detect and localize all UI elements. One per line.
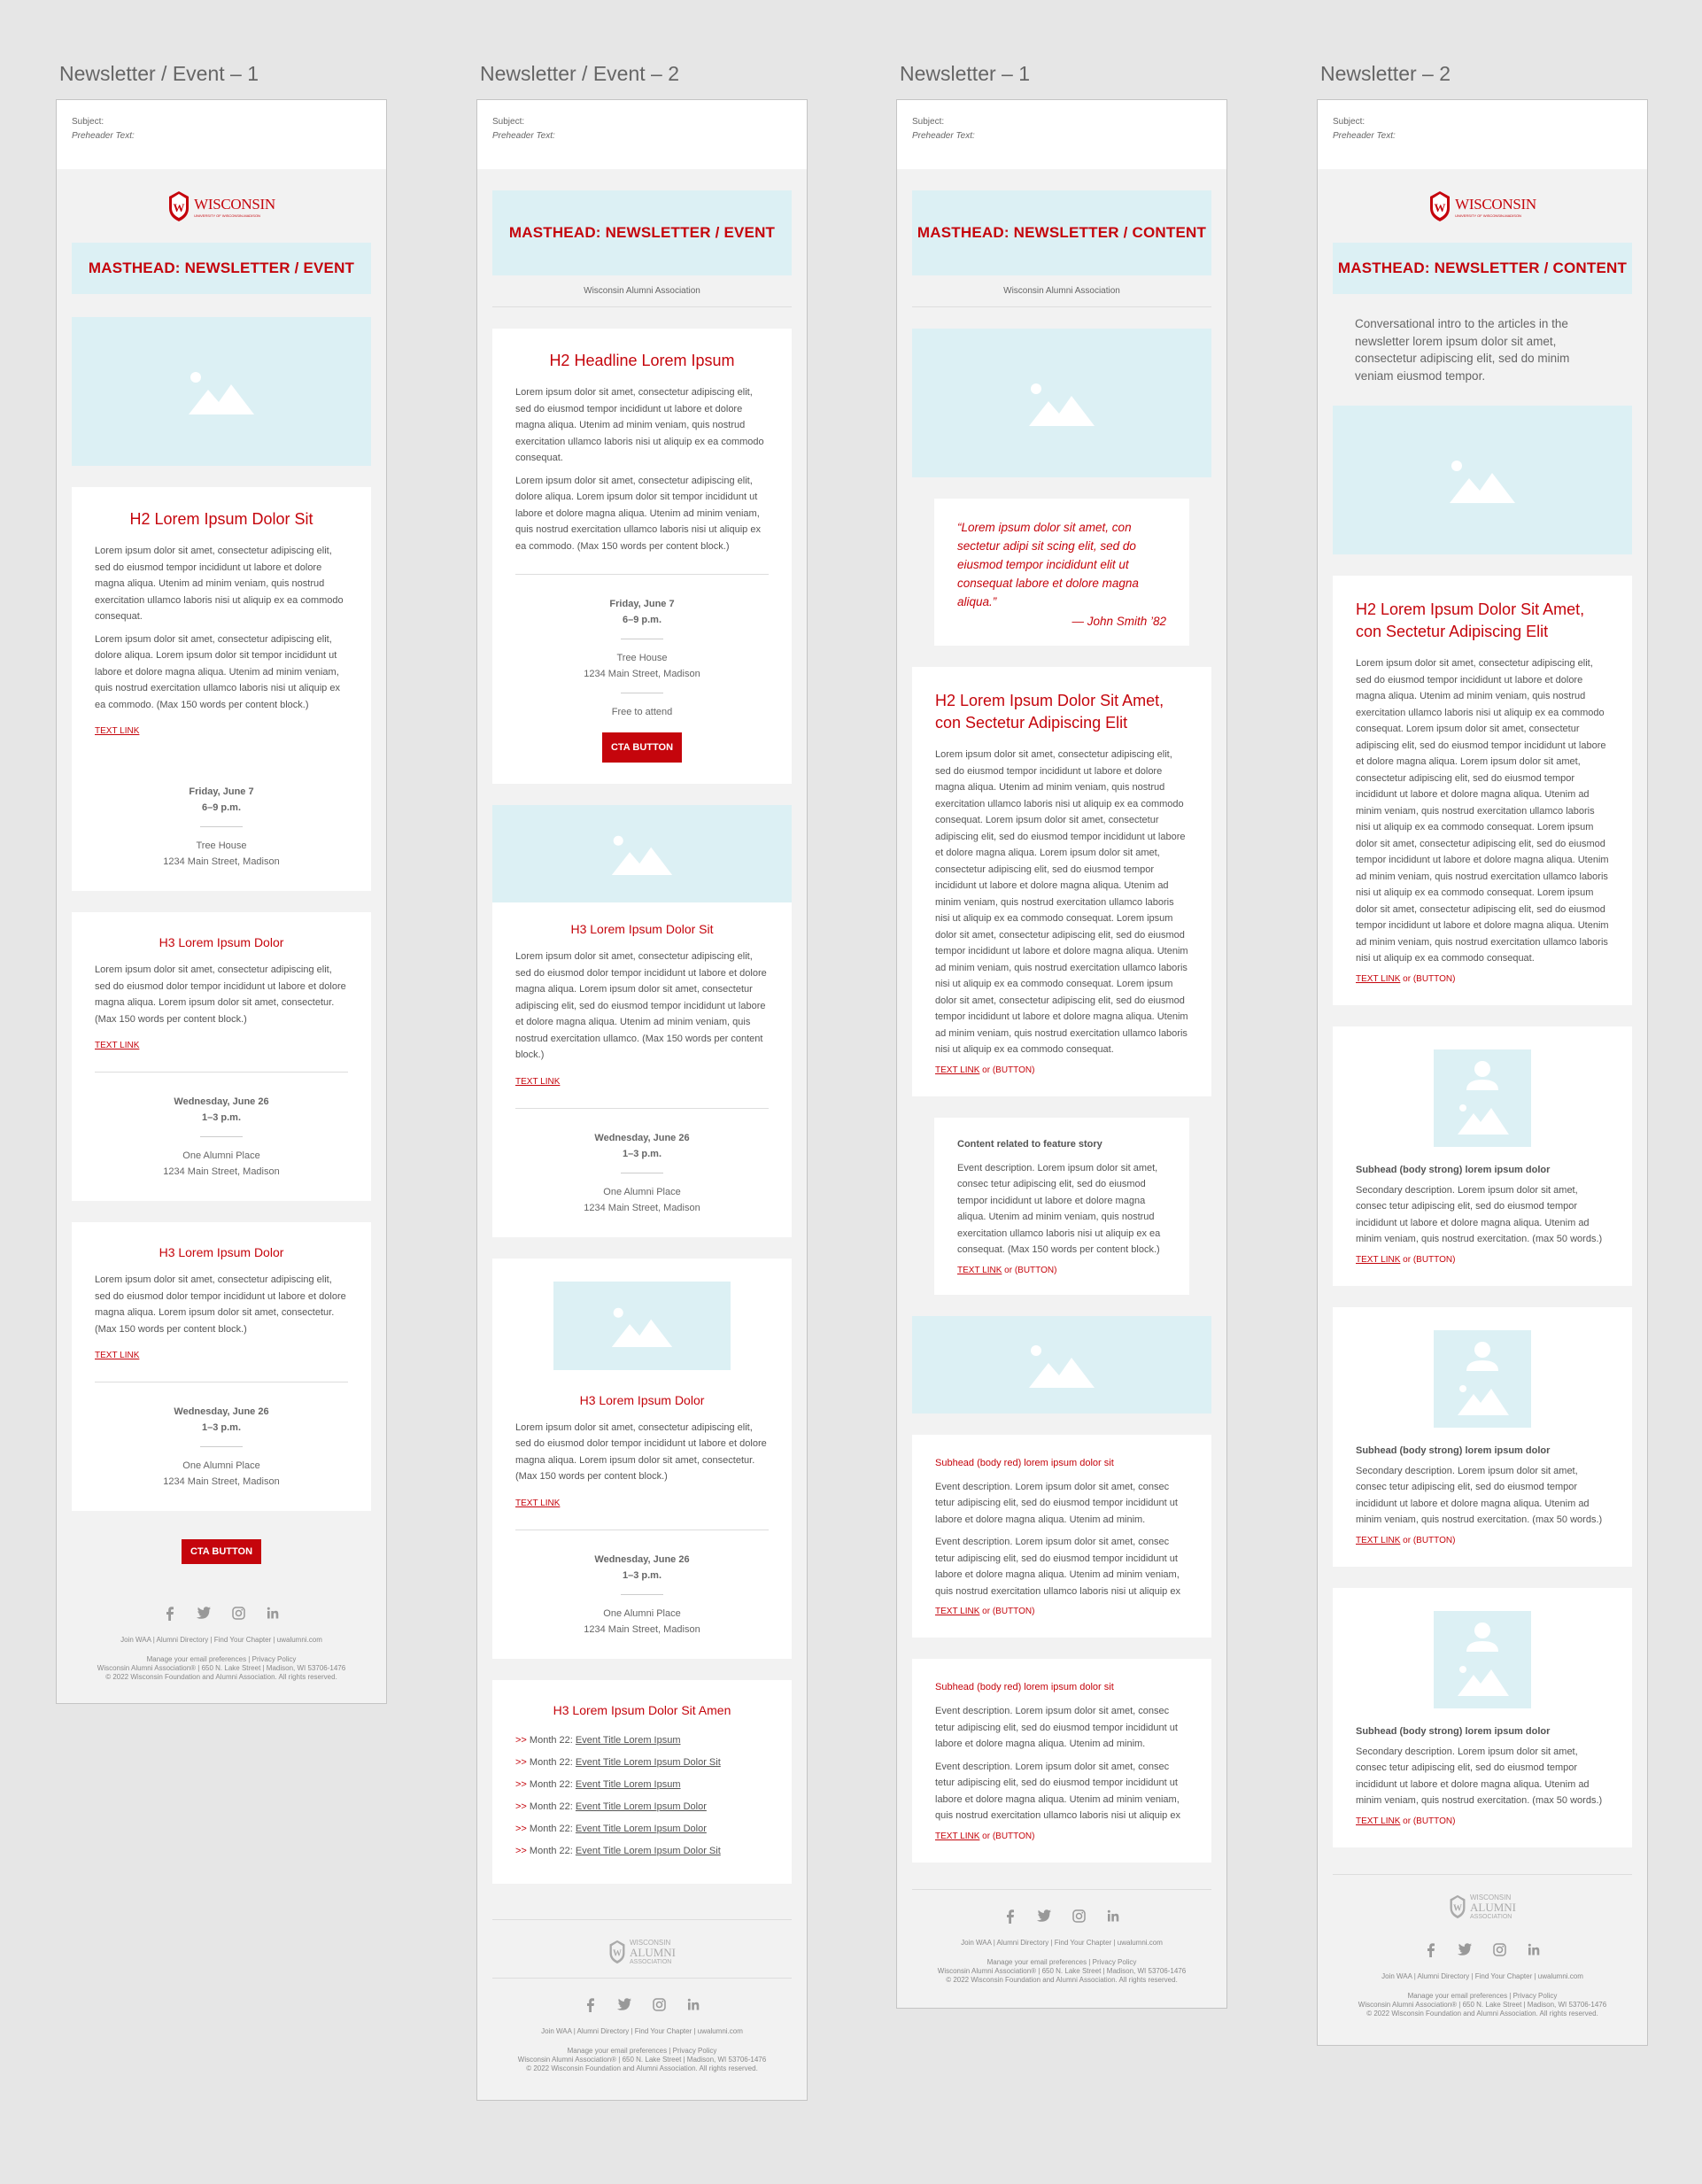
masthead: MASTHEAD: NEWSLETTER / EVENT (72, 243, 371, 294)
social-links (1333, 1924, 1632, 1972)
profile-card (1333, 1307, 1632, 1567)
event-place: Tree House (616, 653, 668, 663)
event-time: 1–3 p.m. (622, 1148, 662, 1159)
footer (492, 2027, 792, 2100)
facebook-icon[interactable] (1005, 1909, 1016, 1928)
linkedin-icon[interactable] (1528, 1943, 1540, 1962)
linkedin-icon[interactable] (1107, 1909, 1119, 1928)
event-details (95, 1382, 348, 1490)
link-row (1356, 1816, 1609, 1826)
person-image-icon (1454, 1620, 1511, 1700)
email-frame (1317, 99, 1648, 2046)
or-button-text[interactable]: or (BUTTON) (1002, 1265, 1057, 1275)
svg-text:W: W (1434, 201, 1446, 214)
event-address: 1234 Main Street, Madison (163, 1476, 280, 1487)
body-text: Lorem ipsum dolor sit amet, consectetur adipiscing elit, sed do eiusmod tempor incididunt ut labore et dolore magna aliqua. Utenim ad minim veniam, quis nostrud exercitation ullamco laboris nisi ut aliquip ex ea commodo consequat. (515, 387, 764, 463)
preheader-label: Preheader Text: (912, 131, 975, 141)
crest-icon (1449, 1894, 1466, 1919)
image-icon (611, 833, 673, 875)
or-button-text[interactable]: or (BUTTON) (1400, 1254, 1456, 1265)
event-time: 6–9 p.m. (201, 802, 242, 813)
event-time: 1–3 p.m. (201, 1422, 242, 1433)
email-frame (476, 99, 808, 2101)
profile-card (1333, 1588, 1632, 1847)
event-place: One Alumni Place (182, 1460, 260, 1471)
subhead-red: Subhead (body red) lorem ipsum dolor sit (935, 1457, 1114, 1468)
preheader-label: Preheader Text: (492, 131, 555, 141)
twitter-icon[interactable] (197, 1607, 211, 1625)
text-link[interactable]: TEXT LINK (935, 1831, 980, 1841)
waa-logo: W WISCONSIN ALUMNI ASSOCIATION (1333, 1874, 1632, 1925)
event-place: One Alumni Place (603, 1186, 681, 1197)
svg-text:W: W (613, 1948, 622, 1959)
facebook-icon[interactable] (585, 1998, 596, 2017)
body-text: Lorem ipsum dolor sit amet, consectetur adipiscing elit, dolore aliqua. Lorem ipsum dolor sit tempor incididunt ut labore et dolore magna aliqua. Utenim ad minim veniam, quis nostrud exercitation ullamco laboris nisi ut aliquip ex ea commodo. (Max 150 words per content block.) (95, 633, 340, 710)
linkedin-icon[interactable] (267, 1607, 279, 1625)
event-address: 1234 Main Street, Madison (584, 1202, 700, 1213)
frame-label: Newsletter / Event – 1 (59, 62, 259, 85)
event-address: 1234 Main Street, Madison (163, 1166, 280, 1177)
frame-label: Newsletter / Event – 2 (480, 62, 679, 85)
subject-label: Subject: (912, 117, 945, 127)
footer-links[interactable]: Join WAA | Alumni Directory | Find Your Chapter | uwalumni.com (541, 2027, 743, 2035)
event-date: Friday, June 7 (189, 786, 254, 797)
footer-address: Wisconsin Alumni Association® | 650 N. Lake Street | Madison, WI 53706-1476 (937, 1966, 1187, 1975)
text-link[interactable]: TEXT LINK (95, 1041, 140, 1050)
hero-image-placeholder (1333, 406, 1632, 554)
masthead: MASTHEAD: NEWSLETTER / EVENT (492, 190, 792, 275)
list-item[interactable]: >> Month 22: Event Title Lorem Ipsum (515, 1734, 681, 1746)
subhead-red: Subhead (body red) lorem ipsum dolor sit (935, 1682, 1114, 1692)
crest-icon (608, 1940, 626, 1964)
linkedin-icon[interactable] (687, 1998, 700, 2017)
text-link[interactable]: TEXT LINK (515, 1076, 561, 1087)
instagram-icon[interactable] (653, 1998, 666, 2017)
event-place: Tree House (196, 840, 247, 851)
h2-content-card (492, 329, 792, 784)
event-card (912, 1435, 1211, 1638)
cta-button[interactable]: CTA BUTTON (602, 732, 682, 763)
waa-line: Wisconsin Alumni Association (912, 275, 1211, 307)
pull-quote: “Lorem ipsum dolor sit amet, con sectetur adipi sit scing elit, sed do eiusmod tempor incididunt elit ut consequat labore et dolore magna aliqua.” (957, 521, 1139, 608)
h2-heading: H2 Lorem Ipsum Dolor Sit Amet, con Sectetur Adipiscing Elit (935, 692, 1164, 732)
text-link[interactable]: TEXT LINK (1356, 1254, 1401, 1265)
h3-content-card (72, 912, 371, 1201)
masthead: MASTHEAD: NEWSLETTER / CONTENT (912, 190, 1211, 275)
text-link[interactable]: TEXT LINK (935, 1607, 980, 1616)
masthead: MASTHEAD: NEWSLETTER / CONTENT (1333, 243, 1632, 294)
h3-heading: H3 Lorem Ipsum Dolor (159, 1245, 284, 1259)
body-text: Event description. Lorem ipsum dolor sit amet, consec tetur adipiscing elit, sed do eiusmod tempor incididunt ut labore et dolore magna aliqua. Utenim ad minim. (935, 1706, 1178, 1749)
wisconsin-logo (72, 169, 371, 243)
twitter-icon[interactable] (1037, 1909, 1051, 1928)
footer-links[interactable]: Join WAA | Alumni Directory | Find Your Chapter | uwalumni.com (961, 1938, 1163, 1947)
h3-content-card (72, 1222, 371, 1511)
body-text: Lorem ipsum dolor sit amet, consectetur adipiscing elit, sed do eiusmod tempor incididunt ut labore et dolore magna aliqua. Utenim ad minim veniam, quis nostrud exercitation ullamco laboris nisi ut aliquip ex ea commodo consequat. (95, 546, 344, 622)
svg-text:W: W (173, 201, 185, 214)
hero-image-placeholder (912, 329, 1211, 477)
text-link[interactable]: TEXT LINK (95, 1351, 140, 1360)
body-text: Lorem ipsum dolor sit amet, consectetur adipiscing elit, sed do eiusmod tempor incididunt ut labore et dolore magna aliqua. Utenim ad minim veniam, quis nostrud exercitation ullamco laboris nisi ut aliquip ex ea commodo consequat. Lorem ipsum dolor sit amet, consectetur adipiscing elit, sed do eiusmod tempor incididunt ut labore et dolore magna aliqua. Lorem ipsum dolor sit amet, consectetur adipiscing elit, sed do eiusmod tempor incididunt ut labore et dolore magna aliqua. Utenim ad minim veniam, quis nostrud exercitation ullamco laboris nisi ut aliquip ex ea commodo consequat. Lorem ipsum dolor sit amet, consectetur adipiscing elit, sed do eiusmod tempor incididunt ut labore et dolore magna aliqua. Utenim ad minim veniam, quis nostrud exercitation ullamco laboris nisi ut aliquip ex ea commodo consequat. Lorem ipsum dolor sit amet, consectetur adipiscing elit, sed do eiusmod tempor incididunt ut labore et dolore magna aliqua. Utenim ad minim veniam, quis nostrud exercitation ullamco laboris nisi ut aliquip ex ea commodo consequat. (935, 749, 1188, 1055)
event-date: Friday, June 7 (609, 599, 675, 609)
cta-button[interactable]: CTA BUTTON (182, 1539, 261, 1564)
hero-image-placeholder (72, 317, 371, 466)
body-text: Secondary description. Lorem ipsum dolor sit amet, consec tetur adipiscing elit, sed do eiusmod tempor incididunt ut labore et dolore magna aliqua. Utenim ad minim veniam, quis nostrud exercitation. (max 50 words.) (1356, 1184, 1603, 1244)
body-text: Lorem ipsum dolor sit amet, consectetur adipiscing elit, sed do eiusmod dolor tempor incididunt ut labore et dolore magna aliqua. Lorem ipsum dolor sit amet, consectetur. (Max 150 words per content block.) (515, 1421, 767, 1482)
person-image-icon (1454, 1339, 1511, 1419)
link-row (957, 1266, 1166, 1275)
image-icon (611, 1305, 673, 1347)
body-text: Event description. Lorem ipsum dolor sit amet, consec tetur adipiscing elit, sed do eiusmod tempor incididunt ut labore et dolore magna aliqua. Utenim ad minim veniam, quis nostrud exercitation ullamco laboris nisi ut aliquip ex (935, 1761, 1180, 1821)
footer-address: Wisconsin Alumni Association® | 650 N. Lake Street | Madison, WI 53706-1476 (97, 1664, 346, 1672)
body-text: Lorem ipsum dolor sit amet, consectetur adipiscing elit, dolore aliqua. Lorem ipsum dolor sit tempor incididunt ut labore et dolore magna aliqua. Utenim ad minim veniam, quis nostrud exercitation ullamco laboris nisi ut aliquip ex ea commodo. (Max 150 words per content block.) (515, 475, 761, 552)
text-link[interactable]: TEXT LINK (957, 1265, 1002, 1275)
text-link[interactable]: TEXT LINK (1356, 973, 1401, 984)
frame-label: Newsletter – 1 (900, 62, 1031, 85)
subject-block (897, 100, 1226, 169)
social-links (912, 1889, 1211, 1939)
body-text: Event description. Lorem ipsum dolor sit amet, consec tetur adipiscing elit, sed do eiusmod tempor incididunt ut labore et dolore magna aliqua. Utenim ad minim. (935, 1481, 1178, 1525)
link-row (1356, 1255, 1609, 1265)
footer-copyright: © 2022 Wisconsin Foundation and Alumni Association. All rights reserved. (105, 1673, 337, 1681)
facebook-icon[interactable] (1426, 1943, 1436, 1962)
divider (200, 1136, 243, 1137)
footer-copyright: © 2022 Wisconsin Foundation and Alumni Association. All rights reserved. (1366, 2010, 1598, 2017)
instagram-icon[interactable] (232, 1607, 245, 1625)
event-details (515, 1530, 769, 1638)
facebook-icon[interactable] (165, 1607, 175, 1625)
subject-label: Subject: (492, 117, 525, 127)
event-time: 6–9 p.m. (622, 615, 662, 625)
subhead-strong: Subhead (body strong) lorem ipsum dolor (1356, 1725, 1551, 1737)
body-text: Event description. Lorem ipsum dolor sit amet, consec tetur adipiscing elit, sed do eiusmod tempor incididunt ut labore et dolore magna aliqua. Utenim ad minim veniam, quis nostrud exercitation ullamco laboris nisi ut aliquip ex ea consequat. (Max 150 words per content block.) (957, 1162, 1161, 1255)
profile-image-placeholder (1434, 1611, 1531, 1708)
footer-links[interactable]: Join WAA | Alumni Directory | Find Your Chapter | uwalumni.com (120, 1636, 322, 1644)
pull-quote-card (934, 499, 1189, 646)
or-button-text[interactable]: or (BUTTON) (979, 1607, 1035, 1616)
text-link[interactable]: TEXT LINK (1356, 1535, 1401, 1545)
h2-content-card (912, 667, 1211, 1096)
event-date: Wednesday, June 26 (174, 1406, 269, 1417)
image-icon (1450, 457, 1515, 503)
wisconsin-logo (1333, 169, 1632, 243)
event-date: Wednesday, June 26 (174, 1096, 269, 1107)
event-free: Free to attend (611, 707, 673, 717)
text-link[interactable]: TEXT LINK (95, 726, 140, 736)
footer-address: Wisconsin Alumni Association® | 650 N. Lake Street | Madison, WI 53706-1476 (517, 2056, 767, 2064)
crest-icon (167, 190, 190, 222)
event-list-card (492, 1680, 792, 1884)
footer-manage[interactable]: Manage your email preferences | Privacy Policy (567, 2047, 717, 2055)
footer (912, 1939, 1211, 2008)
body-text: Secondary description. Lorem ipsum dolor sit amet, consec tetur adipiscing elit, sed do eiusmod tempor incididunt ut labore et dolore magna aliqua. Utenim ad minim veniam, quis nostrud exercitation. (max 50 words.) (1356, 1465, 1603, 1525)
body-text: Lorem ipsum dolor sit amet, consectetur adipiscing elit, sed do eiusmod tempor incididunt ut labore et dolore magna aliqua. Utenim ad minim veniam, quis nostrud exercitation ullamco laboris nisi ut aliquip ex ea commodo consequat. Lorem ipsum dolor sit amet, consectetur adipiscing elit, sed do eiusmod tempor incididunt ut labore et dolore magna aliqua. Lorem ipsum dolor sit amet, consectetur adipiscing elit, sed do eiusmod tempor incididunt ut labore et dolore magna aliqua. Utenim ad minim veniam, quis nostrud exercitation ullamco laboris nisi ut aliquip ex ea commodo consequat. Lorem ipsum dolor sit amet, consectetur adipiscing elit, sed do eiusmod tempor incididunt ut labore et dolore magna aliqua. Utenim ad minim veniam, quis nostrud exercitation ullamco laboris nisi ut aliquip ex ea commodo consequat. Lorem ipsum dolor sit amet, consectetur adipiscing elit, sed do eiusmod tempor incididunt ut labore et dolore magna aliqua. Utenim ad minim veniam, quis nostrud exercitation ullamco laboris nisi ut aliquip ex ea commodo consequat. (1356, 658, 1609, 964)
event-details (95, 1072, 348, 1180)
profile-image-placeholder (1434, 1049, 1531, 1147)
link-row (1356, 1536, 1609, 1545)
body-text: Lorem ipsum dolor sit amet, consectetur adipiscing elit, sed do eiusmod dolor tempor incididunt ut labore et dolore magna aliqua. Lorem ipsum dolor sit amet, consectetur. (Max 150 words per content block.) (95, 964, 346, 1025)
event-place: One Alumni Place (182, 1150, 260, 1161)
link-row (1356, 974, 1609, 984)
h3-image-card (492, 1259, 792, 1659)
intro-text: Conversational intro to the articles in the newsletter lorem ipsum dolor sit amet, consectetur adipiscing elit, sed do minim veniam eiusmod tempor. (1355, 317, 1570, 383)
footer-links[interactable]: Join WAA | Alumni Directory | Find Your Chapter | uwalumni.com (1381, 1972, 1583, 1980)
instagram-icon[interactable] (1072, 1909, 1086, 1928)
or-button-text[interactable]: or (BUTTON) (1400, 1535, 1456, 1545)
footer-manage[interactable]: Manage your email preferences | Privacy Policy (146, 1655, 297, 1663)
profile-card (1333, 1026, 1632, 1286)
image-placeholder (912, 1316, 1211, 1413)
related-heading: Content related to feature story (957, 1138, 1102, 1150)
link-row (935, 1607, 1188, 1616)
social-links (492, 1978, 792, 2027)
email-frame (56, 99, 387, 1704)
logo-subline: UNIVERSITY OF WISCONSIN-MADISON (1455, 213, 1521, 218)
event-details (95, 738, 348, 870)
footer (1333, 1972, 1632, 2045)
footer-address: Wisconsin Alumni Association® | 650 N. Lake Street | Madison, WI 53706-1476 (1358, 2001, 1607, 2009)
waa-logo: W WISCONSIN ALUMNI ASSOCIATION (492, 1919, 792, 1970)
logo-wordmark: WISCONSIN (1455, 195, 1536, 213)
event-card (912, 1659, 1211, 1863)
footer-manage[interactable]: Manage your email preferences | Privacy Policy (1407, 1992, 1558, 2000)
h2-heading: H2 Lorem Ipsum Dolor Sit (129, 510, 313, 528)
image-placeholder (553, 1282, 731, 1370)
event-time: 1–3 p.m. (201, 1112, 242, 1123)
link-row (935, 1065, 1188, 1075)
frame-label: Newsletter – 2 (1320, 62, 1451, 85)
subject-block (477, 100, 807, 169)
social-links (72, 1587, 371, 1636)
footer-manage[interactable]: Manage your email preferences | Privacy Policy (986, 1957, 1137, 1966)
or-button-text[interactable]: or (BUTTON) (1400, 1816, 1456, 1826)
logo-subline: UNIVERSITY OF WISCONSIN-MADISON (194, 213, 260, 218)
or-button-text[interactable]: or (BUTTON) (1400, 973, 1456, 984)
h3-heading: H3 Lorem Ipsum Dolor Sit Amen (553, 1702, 731, 1717)
svg-text:W: W (1453, 1903, 1462, 1914)
event-details (515, 1108, 769, 1216)
event-address: 1234 Main Street, Madison (163, 856, 280, 867)
h2-content-card (1333, 576, 1632, 1005)
h3-heading: H3 Lorem Ipsum Dolor (159, 935, 284, 949)
list-item[interactable]: >> Month 22: Event Title Lorem Ipsum Dolor (515, 1801, 707, 1812)
event-address: 1234 Main Street, Madison (584, 669, 700, 679)
body-text: Secondary description. Lorem ipsum dolor sit amet, consec tetur adipiscing elit, sed do eiusmod tempor incididunt ut labore et dolore magna aliqua. Utenim ad minim veniam, quis nostrud exercitation. (max 50 words.) (1356, 1746, 1603, 1806)
list-item[interactable]: >> Month 22: Event Title Lorem Ipsum Dolor Sit (515, 1845, 721, 1856)
divider (200, 1446, 243, 1447)
divider (200, 826, 243, 827)
subject-label: Subject: (72, 117, 104, 127)
list-item[interactable]: >> Month 22: Event Title Lorem Ipsum Dolor Sit (515, 1756, 721, 1768)
waa-line: Wisconsin Alumni Association (492, 275, 792, 307)
subject-label: Subject: (1333, 117, 1365, 127)
or-button-text[interactable]: or (BUTTON) (979, 1831, 1035, 1841)
subject-block (57, 100, 386, 169)
preheader-label: Preheader Text: (1333, 131, 1396, 141)
event-date: Wednesday, June 26 (594, 1132, 690, 1143)
text-link[interactable]: TEXT LINK (1356, 1816, 1401, 1826)
text-link[interactable]: TEXT LINK (935, 1065, 980, 1075)
image-icon (189, 368, 254, 414)
image-icon (1029, 380, 1095, 426)
footer-copyright: © 2022 Wisconsin Foundation and Alumni Association. All rights reserved. (526, 2064, 758, 2072)
subject-block (1318, 100, 1647, 169)
image-placeholder (492, 805, 792, 902)
link-row (935, 1832, 1188, 1841)
profile-image-placeholder (1434, 1330, 1531, 1428)
instagram-icon[interactable] (1493, 1943, 1506, 1962)
logo-wordmark: WISCONSIN (194, 195, 275, 213)
or-button-text[interactable]: or (BUTTON) (979, 1065, 1035, 1075)
h2-content-card (72, 487, 371, 891)
list-item[interactable]: >> Month 22: Event Title Lorem Ipsum (515, 1778, 681, 1790)
h3-image-card (492, 805, 792, 1237)
footer (72, 1636, 371, 1703)
event-details (515, 574, 769, 763)
crest-icon (1428, 190, 1451, 222)
related-content-card (934, 1118, 1189, 1295)
subhead-strong: Subhead (body strong) lorem ipsum dolor (1356, 1444, 1551, 1456)
email-frame (896, 99, 1227, 2009)
h2-heading: H2 Headline Lorem Ipsum (549, 352, 735, 369)
preheader-label: Preheader Text: (72, 131, 135, 141)
text-link[interactable]: TEXT LINK (515, 1498, 561, 1508)
image-icon (1029, 1342, 1095, 1388)
divider (621, 1594, 663, 1595)
h3-heading: H3 Lorem Ipsum Dolor Sit (570, 922, 714, 936)
h3-heading: H3 Lorem Ipsum Dolor (579, 1392, 705, 1407)
body-text: Lorem ipsum dolor sit amet, consectetur adipiscing elit, sed do eiusmod dolor tempor incididunt ut labore et dolore magna aliqua. Lorem ipsum dolor sit amet, consectetur adipiscing elit, sed do eiusmod tempor incididunt ut labore et dolore magna aliqua. Utenim ad minim veniam, quis nostrud exercitation ullamco. (Max 150 words per content block.) (515, 951, 767, 1060)
person-image-icon (1454, 1058, 1511, 1138)
subhead-strong: Subhead (body strong) lorem ipsum dolor (1356, 1164, 1551, 1175)
quote-attribution: — John Smith ’82 (1071, 615, 1166, 628)
body-text: Event description. Lorem ipsum dolor sit amet, consec tetur adipiscing elit, sed do eiusmod tempor incididunt ut labore et dolore magna aliqua. Utenim ad minim veniam, quis nostrud exercitation ullamco laboris nisi ut aliquip ex (935, 1537, 1180, 1597)
event-place: One Alumni Place (603, 1607, 681, 1619)
footer-copyright: © 2022 Wisconsin Foundation and Alumni Association. All rights reserved. (946, 1975, 1178, 1984)
list-item[interactable]: >> Month 22: Event Title Lorem Ipsum Dolor (515, 1823, 707, 1834)
event-time: 1–3 p.m. (622, 1569, 662, 1581)
body-text: Lorem ipsum dolor sit amet, consectetur adipiscing elit, sed do eiusmod dolor tempor incididunt ut labore et dolore magna aliqua. Lorem ipsum dolor sit amet, consectetur. (Max 150 words per content block.) (95, 1274, 346, 1335)
twitter-icon[interactable] (617, 1998, 631, 2017)
event-address: 1234 Main Street, Madison (584, 1623, 700, 1635)
event-date: Wednesday, June 26 (594, 1553, 690, 1565)
twitter-icon[interactable] (1458, 1943, 1472, 1962)
h2-heading: H2 Lorem Ipsum Dolor Sit Amet, con Sectetur Adipiscing Elit (1356, 600, 1585, 640)
